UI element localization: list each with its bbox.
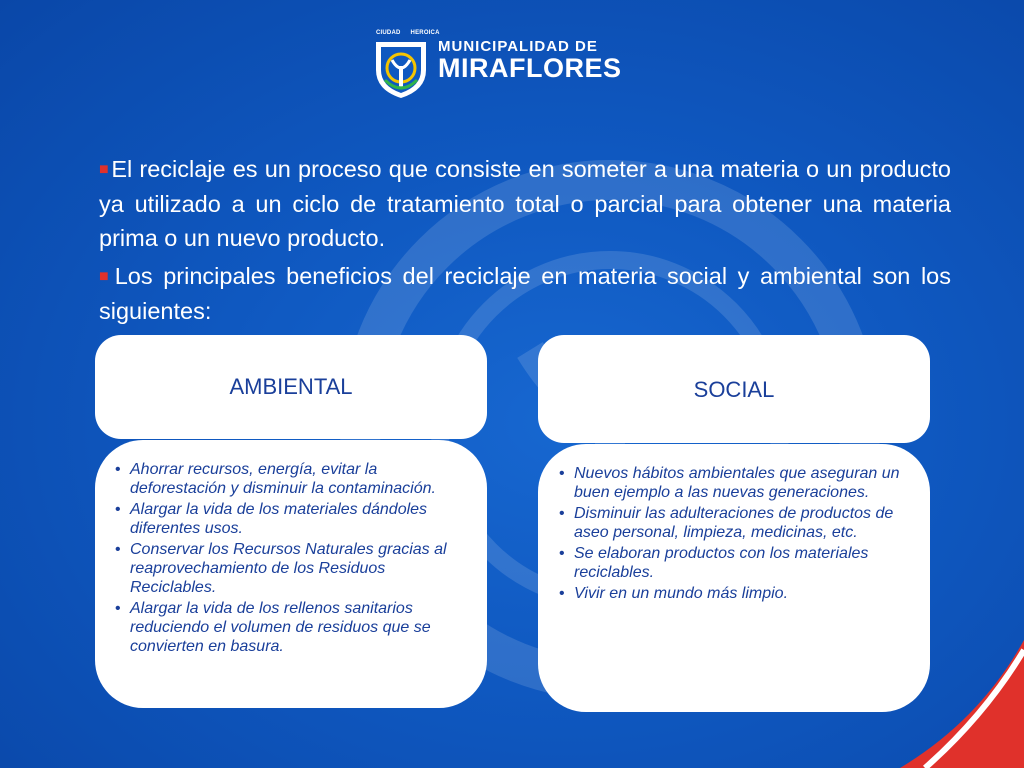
intro-paragraph: [99, 152, 951, 255]
list-item: • Vivir en un mundo más limpio.: [559, 584, 900, 603]
intro-paragraph-text: Los principales beneficios del reciclaje en materia social y ambiental son los siguientes:: [99, 263, 951, 324]
social-header: [538, 335, 930, 443]
social-list: [559, 464, 900, 603]
ambiental-title: AMBIENTAL: [229, 374, 353, 399]
ambiental-list-box: [95, 440, 487, 708]
intro-text: [99, 152, 951, 332]
list-item: • Disminuir las adulteraciones de productos de aseo personal, limpieza, medicinas, etc.: [559, 504, 900, 542]
intro-paragraph: [99, 259, 951, 328]
logo-top-left: CIUDAD: [376, 30, 401, 36]
list-item: • Alargar la vida de los materiales dándoles diferentes usos.: [115, 500, 457, 538]
square-bullet-icon: ■: [99, 161, 110, 178]
list-item: • Alargar la vida de los rellenos sanitarios reduciendo el volumen de residuos que se convierten en basura.: [115, 599, 457, 656]
list-item: • Conservar los Recursos Naturales gracias al reaprovechamiento de los Residuos Reciclables.: [115, 540, 457, 597]
social-list-box: [538, 444, 930, 712]
logo-line2: MIRAFLORES: [438, 53, 622, 83]
ambiental-list: [115, 460, 457, 656]
list-item: • Ahorrar recursos, energía, evitar la deforestación y disminuir la contaminación.: [115, 460, 457, 498]
social-title: SOCIAL: [693, 377, 775, 402]
intro-paragraph-text: El reciclaje es un proceso que consiste en someter a una materia o un producto ya utilizado a un ciclo de tratamiento total o parcial para obtener una materia prima o un nuevo producto.: [99, 156, 952, 251]
square-bullet-icon: ■: [99, 268, 113, 285]
shield-icon: [372, 36, 430, 100]
municipality-logo: [372, 28, 622, 98]
list-item: • Nuevos hábitos ambientales que aseguran un buen ejemplo a las nuevas generaciones.: [559, 464, 900, 502]
logo-top-right: HEROICA: [410, 30, 440, 36]
logo-line1: MUNICIPALIDAD DE: [438, 38, 598, 55]
ambiental-header: [95, 335, 487, 439]
list-item: • Se elaboran productos con los materiales reciclables.: [559, 544, 900, 582]
